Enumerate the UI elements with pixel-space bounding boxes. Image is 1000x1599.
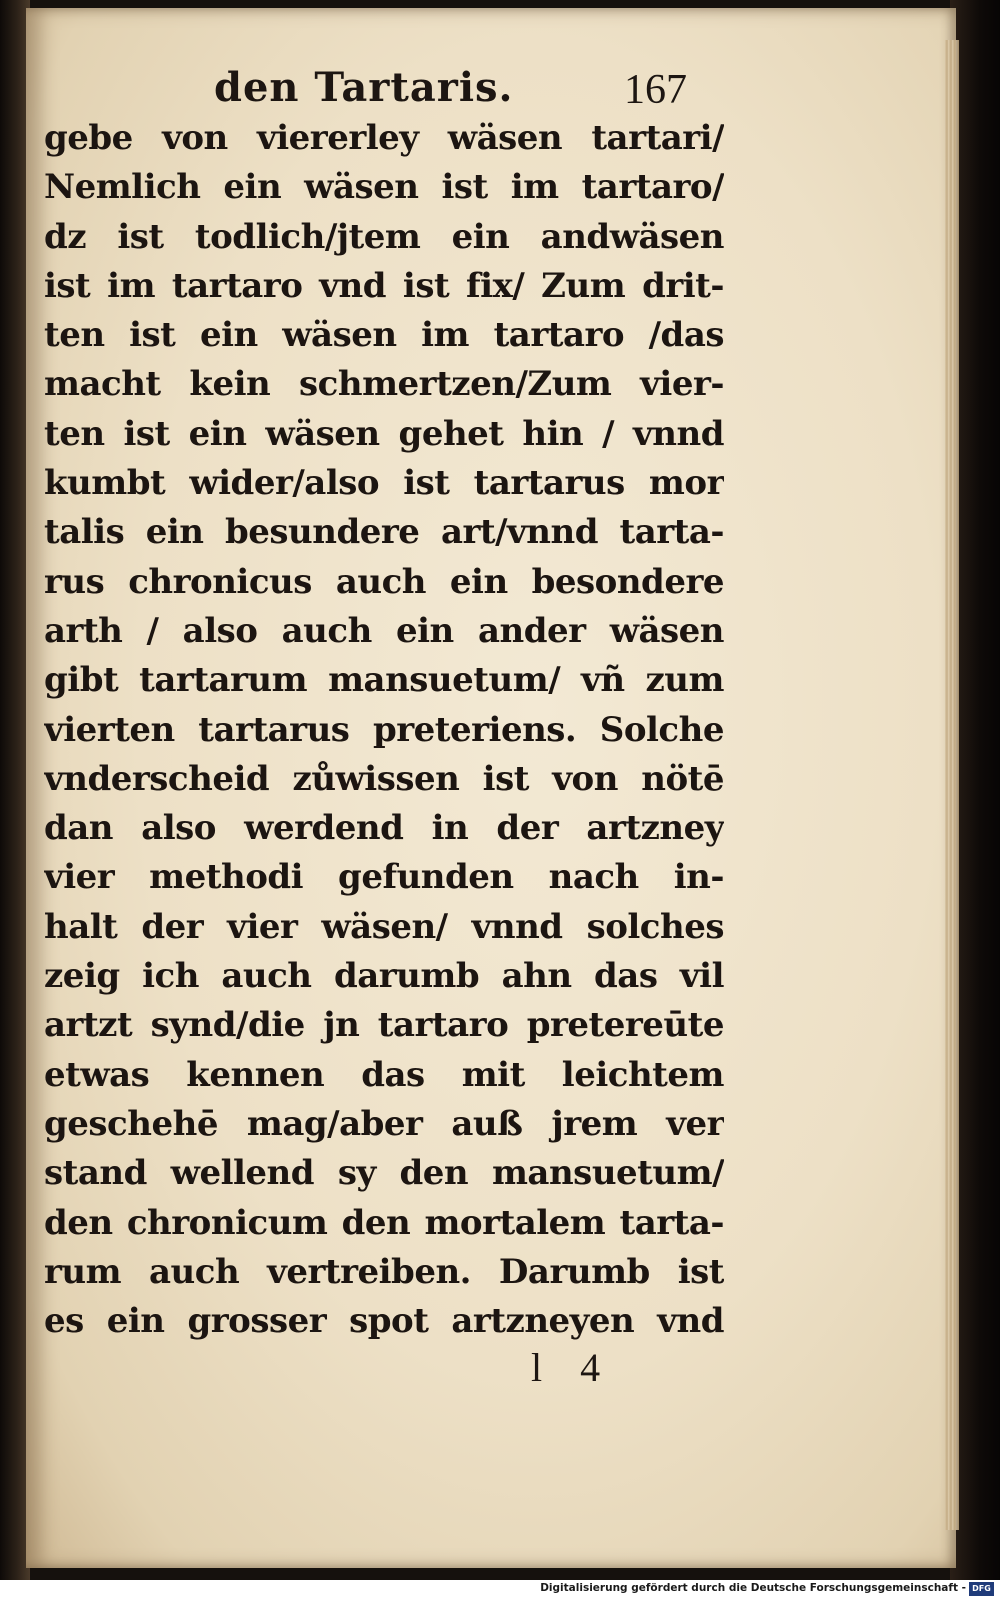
text-line: geschehē mag/aber auß jrem ver xyxy=(44,1103,724,1144)
funding-credit: Digitalisierung gefördert durch die Deutsche Forschungsgemeinschaft - xyxy=(540,1582,966,1594)
text-line: artzt synd/die jn tartaro pretereūte xyxy=(44,1005,724,1046)
text-line: rus chronicus auch ein besondere xyxy=(44,561,724,602)
text-line: dz ist todlich/jtem ein andwäsen xyxy=(44,216,724,257)
text-line: vier methodi gefunden nach in- xyxy=(44,857,724,898)
text-line: kumbt wider/also ist tartarus mor xyxy=(44,463,724,504)
text-line: den chronicum den mortalem tarta- xyxy=(44,1202,724,1243)
text-line: dan also werdend in der artzney xyxy=(44,808,724,849)
dfg-logo: DFG xyxy=(969,1582,994,1596)
body-text xyxy=(44,114,724,1346)
text-line: halt der vier wäsen/ vnnd solches xyxy=(44,906,724,947)
text-line: stand wellend sy den mansuetum/ xyxy=(44,1153,724,1194)
text-line: vierten tartarus preteriens. Solche xyxy=(44,709,724,750)
text-line: vnderscheid zůwissen ist von nötē xyxy=(44,758,724,799)
page-number: 167 xyxy=(624,67,687,113)
page-edges xyxy=(945,40,959,1530)
text-line: zeig ich auch darumb ahn das vil xyxy=(44,956,724,997)
book-page xyxy=(26,8,956,1568)
text-line: es ein grosser spot artzneyen vnd xyxy=(44,1301,724,1342)
text-line: ten ist ein wäsen gehet hin / vnnd xyxy=(44,413,724,454)
text-line: gebe von viererley wäsen tartari/ xyxy=(44,118,724,158)
text-line: Nemlich ein wäsen ist im tartaro/ xyxy=(44,167,724,208)
text-line: etwas kennen das mit leichtem xyxy=(44,1054,724,1095)
text-line: rum auch vertreiben. Darumb ist xyxy=(44,1251,724,1292)
running-title: den Tartaris. xyxy=(214,64,514,111)
text-line: ten ist ein wäsen im tartaro /das xyxy=(44,315,724,356)
text-line: ist im tartaro vnd ist fix/ Zum drit- xyxy=(44,265,724,306)
text-line: gibt tartarum mansuetum/ vñ zum xyxy=(44,660,724,701)
signature-mark: l 4 xyxy=(531,1345,615,1390)
text-line: talis ein besundere art/vnnd tarta- xyxy=(44,512,724,553)
text-line: arth / also auch ein ander wäsen xyxy=(44,610,724,651)
text-line: macht kein schmertzen/Zum vier- xyxy=(44,364,724,405)
